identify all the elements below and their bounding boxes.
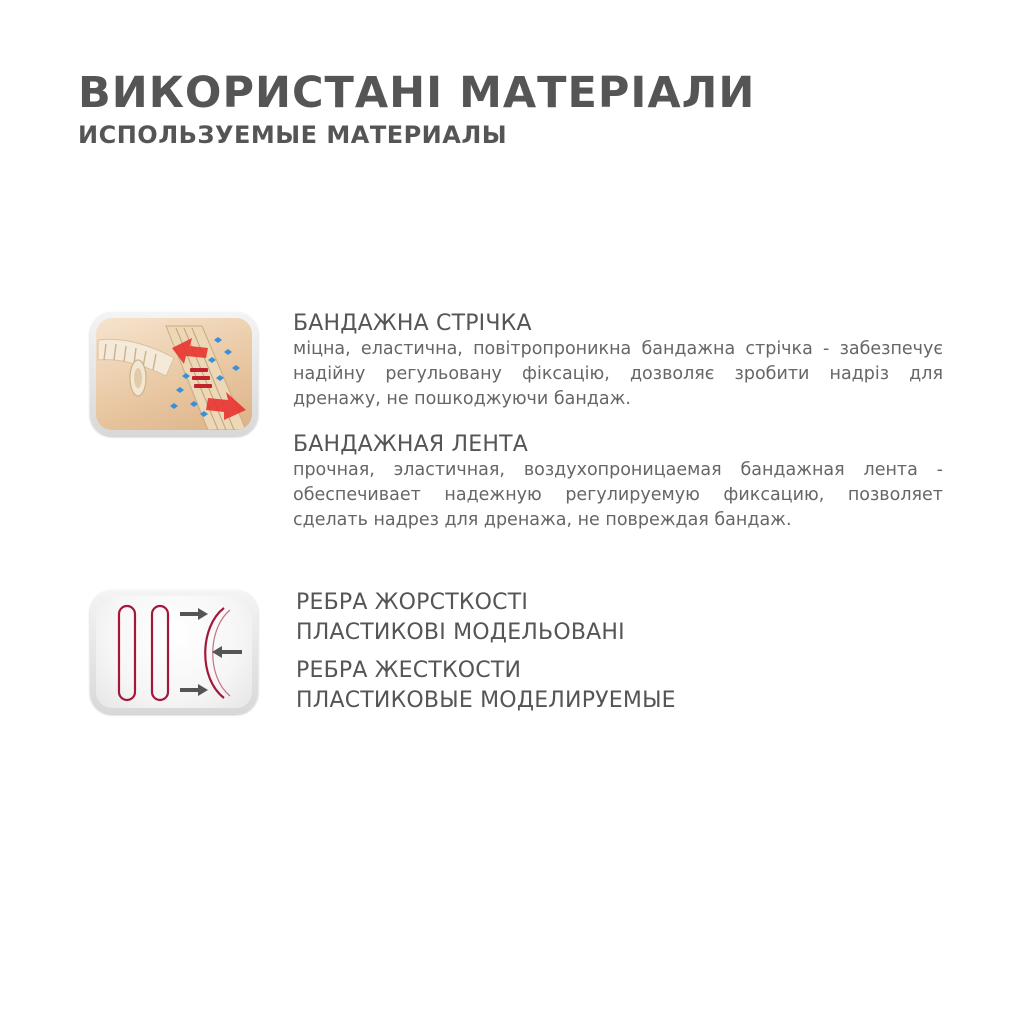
bandage-tape-icon	[90, 312, 258, 436]
stiffening-ribs-icon	[90, 590, 258, 714]
ribs-heading-ua: РЕБРА ЖОРСТКОСТІ	[296, 590, 529, 615]
bandage-tape-text-ua: міцна, еластична, повітропроникна бандажна стрічка - забезпечує надійну регульовану фіксацію, дозволяє зробити надріз для дренажу, не пошкоджуючи бандаж.	[293, 339, 943, 409]
ribs-subheading-ru: ПЛАСТИКОВЫЕ МОДЕЛИРУЕМЫЕ	[296, 688, 676, 713]
ribs-heading-ru: РЕБРА ЖЕСТКОСТИ	[296, 658, 522, 683]
bandage-tape-illustration	[96, 318, 252, 430]
page-title: ВИКОРИСТАНІ МАТЕРІАЛИ	[78, 68, 756, 118]
ribs-subheading-ua: ПЛАСТИКОВІ МОДЕЛЬОВАНІ	[296, 620, 625, 645]
stiffening-ribs-illustration	[96, 596, 252, 708]
bandage-tape-heading-ua: БАНДАЖНА СТРІЧКА	[293, 311, 532, 336]
bandage-tape-text-ru: прочная, эластичная, воздухопроницаемая бандажная лента - обеспечивает надежную регулируемую фиксацию, позволяет сделать надрез для дренажа, не повреждая бандаж.	[293, 460, 943, 530]
bandage-tape-heading-ru: БАНДАЖНАЯ ЛЕНТА	[293, 432, 528, 457]
page-subtitle: ИСПОЛЬЗУЕМЫЕ МАТЕРИАЛЫ	[78, 121, 508, 149]
